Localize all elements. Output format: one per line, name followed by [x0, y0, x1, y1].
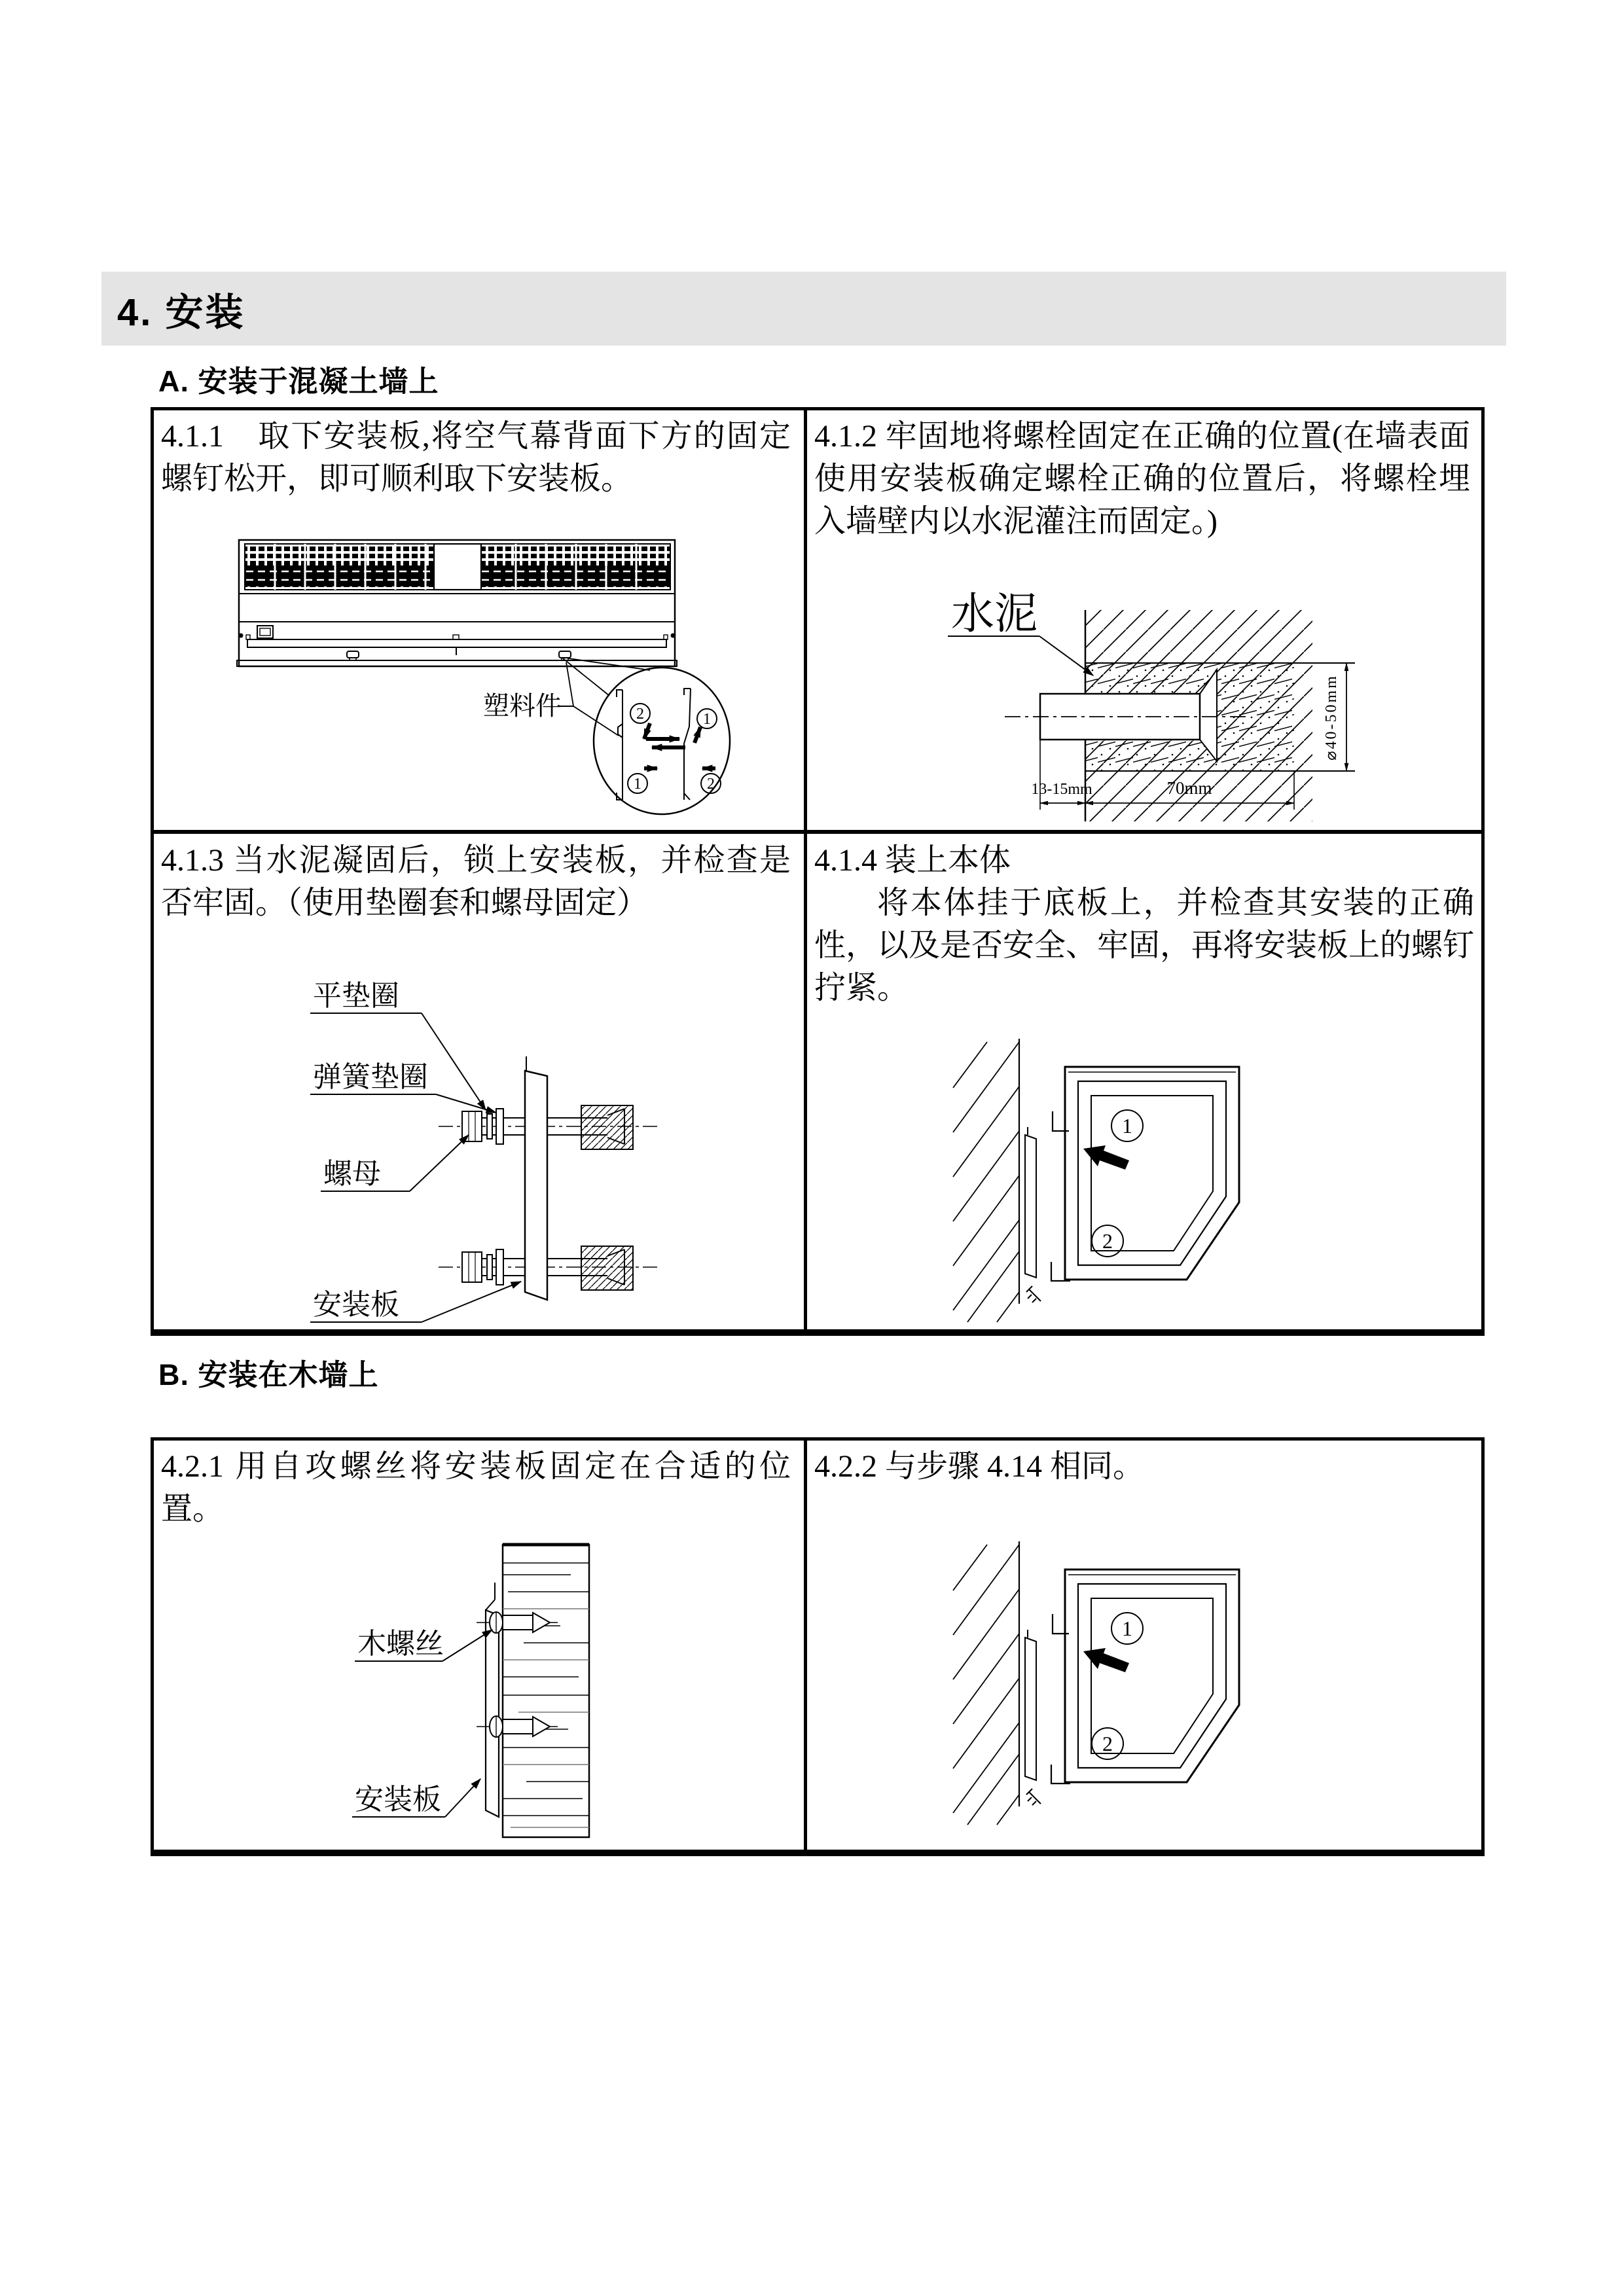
section-header-bar — [101, 272, 1506, 346]
circled-number: 2 — [636, 706, 644, 723]
washer-assembly-drawing — [310, 980, 661, 1322]
body-mounting-diagram-2 — [929, 1537, 1296, 1825]
spring-washer-label: 弹簧垫圈 — [313, 1061, 428, 1093]
air-curtain-diagram — [190, 524, 779, 825]
step-412-text: 4.1.2 牢固地将螺栓固定在正确的位置(在墙表面使用安装板确定螺栓正确的位置后，将螺栓埋入墙壁内以水泥灌注而固定。) — [814, 419, 1470, 539]
cement-label: 水泥 — [951, 590, 1038, 638]
step-414-body: 将本体挂于底板上，并检查其安装的正确性，以及是否安全、牢固，再将安装板上的螺钉拧紧。 — [814, 886, 1475, 1005]
flat-washer-label: 平垫圈 — [313, 980, 399, 1012]
plastic-part-label: 塑料件 — [483, 691, 562, 721]
table-column-divider — [804, 1441, 807, 1850]
wood-wall-diagram — [327, 1532, 641, 1846]
cement-anchor-drawing — [948, 590, 1355, 821]
body-mounting-drawing — [953, 1039, 1239, 1322]
circled-number: 2 — [707, 776, 715, 793]
circled-number: 1 — [1122, 1617, 1132, 1640]
clip-detail-bubble — [563, 658, 730, 814]
step-413-text: 4.1.3 当水泥凝固后，锁上安装板，并检查是否牢固。（使用垫圈套和螺母固定） — [161, 843, 791, 920]
mount-plate-label: 安装板 — [355, 1784, 441, 1816]
anchor-diameter-dimension: ⌀40-50mm — [1323, 674, 1340, 761]
nut-label: 螺母 — [323, 1158, 381, 1190]
air-curtain-unit-drawing — [237, 540, 677, 666]
step-414-title: 4.1.4 装上本体 — [814, 843, 1011, 878]
step-422-text: 4.2.2 与步骤 4.14 相同。 — [814, 1449, 1145, 1484]
table-column-divider — [804, 410, 807, 1329]
table-row-divider — [154, 830, 1481, 834]
step-421-text: 4.2.1 用自攻螺丝将安装板固定在合适的位置。 — [161, 1449, 791, 1526]
section-b-heading: B. 安装在木墙上 — [158, 1358, 379, 1391]
washer-assembly-diagram — [281, 956, 713, 1332]
cement-anchor-diagram — [903, 563, 1401, 825]
body-mounting-diagram — [929, 1034, 1296, 1322]
circled-number: 1 — [634, 776, 641, 793]
circled-number: 2 — [1102, 1229, 1113, 1253]
body-mounting-drawing — [953, 1541, 1239, 1825]
step-414-text — [814, 839, 1474, 1009]
circled-number: 2 — [1102, 1732, 1113, 1755]
step-411-text: 4.1.1 取下安装板,将空气幕背面下方的固定螺钉松开，即可顺利取下安装板。 — [161, 419, 791, 496]
depth-dimension: 70mm — [1166, 778, 1212, 798]
section-a-heading: A. 安装于混凝土墙上 — [158, 365, 439, 398]
wood-wall-drawing — [352, 1545, 589, 1837]
mount-plate-label: 安装板 — [313, 1289, 399, 1321]
wood-screw-label: 木螺丝 — [357, 1628, 444, 1660]
screw-icon — [1026, 1286, 1041, 1302]
protrusion-dimension: 13-15mm — [1031, 781, 1092, 798]
page-title: 4. 安装 — [117, 291, 245, 334]
circled-number: 1 — [1122, 1114, 1132, 1138]
screw-icon — [1026, 1789, 1041, 1805]
circled-number: 1 — [703, 711, 711, 728]
